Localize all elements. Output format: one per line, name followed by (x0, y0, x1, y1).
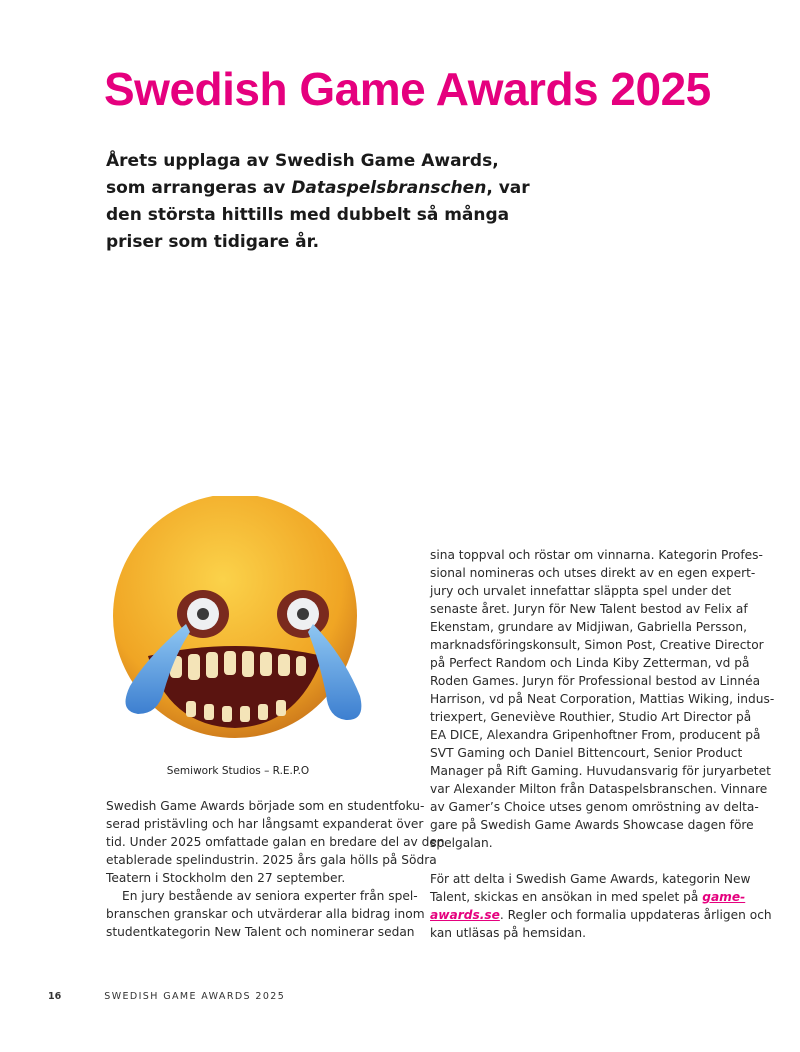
body-line: SVT Gaming och Daniel Bittencourt, Senior Product (430, 746, 743, 760)
body-line: Teatern i Stockholm den 27 september. (106, 871, 346, 885)
lead-text: som arrangeras av (106, 178, 292, 198)
body-line: jury och urvalet innefattar släppta spel under det (430, 584, 732, 598)
left-column (106, 797, 445, 941)
crying-laughing-emoji-illustration (108, 496, 364, 746)
organization-name: Dataspelsbranschen (291, 178, 487, 198)
body-text: . Regler och formalia uppdateras årligen och (499, 908, 772, 922)
body-line: av Gamer’s Choice utses genom omröstning av delta- (430, 800, 759, 814)
body-line: EA DICE, Alexandra Gripenhoftner From, producent på (430, 728, 761, 742)
lead-line: den största hittills med dubbelt så många (106, 205, 510, 225)
body-line: För att delta i Swedish Game Awards, kategorin New (430, 872, 751, 886)
body-line: tid. Under 2025 omfattade galan en bredare del av den (106, 835, 445, 849)
lead-text: , var (486, 178, 530, 198)
image-caption: Semiwork Studios – R.E.P.O (166, 765, 310, 777)
body-line: Ekenstam, grundare av Midjiwan, Gabriella Persson, (430, 620, 747, 634)
body-line: på Perfect Random och Linda Kiby Zetterman, vd på (430, 656, 750, 670)
right-column (430, 546, 775, 942)
body-line: var Alexander Milton från Dataspelsbranschen. Vinnare (430, 782, 768, 796)
body-line: Harrison, vd på Neat Corporation, Mattias Wiking, indus- (430, 692, 775, 706)
body-line: studentkategorin New Talent och nominerar sedan (106, 925, 415, 939)
body-line (430, 888, 746, 906)
body-line: serad pristävling och har långsamt expanderat över (106, 817, 424, 831)
body-line: spelgalan. (430, 836, 493, 850)
body-line: marknadsföringskonsult, Simon Post, Creative Director (430, 638, 764, 652)
body-line: En jury bestående av seniora experter från spel- (122, 889, 418, 903)
body-text: Talent, skickas en ansökan in med spelet på (430, 890, 703, 904)
body-line: Swedish Game Awards började som en studentfoku- (106, 799, 425, 813)
body-line: Manager på Rift Gaming. Huvudansvarig för juryarbetet (430, 764, 771, 778)
body-line: senaste året. Juryn för New Talent bestod av Felix af (430, 602, 748, 616)
body-line: kan utläsas på hemsidan. (430, 926, 587, 940)
page-number: 16 (48, 991, 62, 1002)
lead-line: priser som tidigare år. (106, 232, 320, 252)
lead-line (106, 175, 530, 202)
body-line: sional nomineras och utses direkt av en egen expert- (430, 566, 756, 580)
body-line: gare på Swedish Game Awards Showcase dagen före (430, 818, 754, 832)
body-line (430, 906, 772, 924)
body-line: Roden Games. Juryn för Professional bestod av Linnéa (430, 674, 761, 688)
page-footer (48, 991, 285, 1002)
page-title: Swedish Game Awards 2025 (104, 63, 711, 115)
website-link[interactable]: game- (702, 890, 746, 904)
body-line: etablerade spelindustrin. 2025 års gala hölls på Södra (106, 853, 437, 867)
lead-line: Årets upplaga av Swedish Game Awards, (106, 151, 499, 171)
body-line: triexpert, Geneviève Routhier, Studio Art Director på (430, 710, 752, 724)
lead-paragraph (106, 148, 530, 256)
body-line: branschen granskar och utvärderar alla bidrag inom (106, 907, 425, 921)
running-title: SWEDISH GAME AWARDS 2025 (104, 991, 286, 1002)
website-link[interactable]: awards.se (430, 908, 500, 922)
body-line: sina toppval och röstar om vinnarna. Kategorin Profes- (430, 548, 763, 562)
